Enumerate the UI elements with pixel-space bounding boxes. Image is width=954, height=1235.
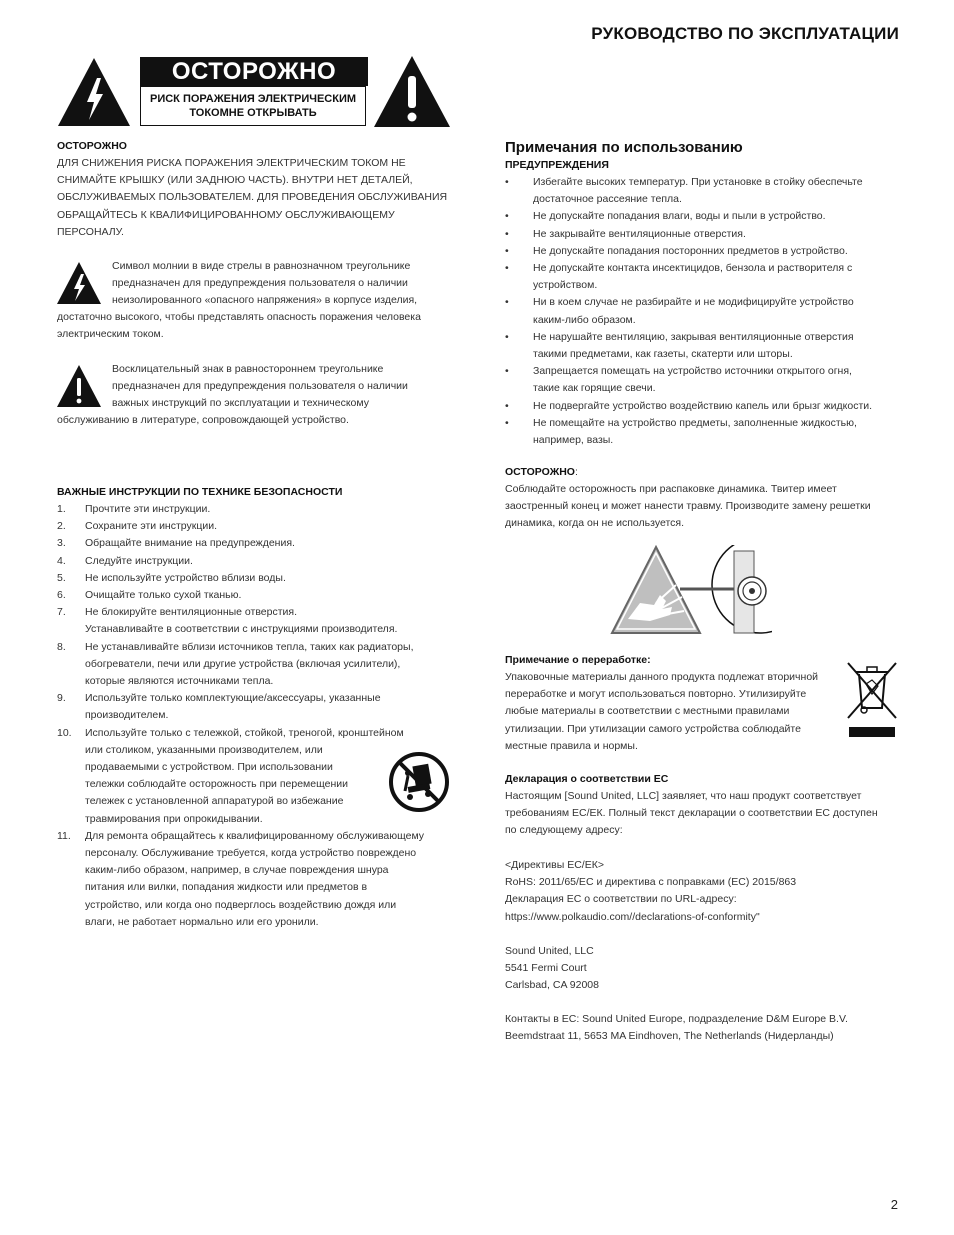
usage-notes-heading: Примечания по использованию (505, 139, 743, 156)
warning-text-line: Не допускайте контакта инсектицидов, бензола и растворителя с (533, 262, 853, 275)
item-text-line: каким-либо образом, например, в случае повреждения шнура (85, 864, 389, 877)
bullet-icon: • (505, 330, 509, 343)
safety-item (57, 535, 457, 552)
bullet-icon: • (505, 176, 509, 188)
warning-text-line: Запрещается помещать на устройство источники открытого огня, (533, 365, 852, 378)
text-line: предназначен для предупреждения пользователя о наличии (112, 277, 408, 290)
text-line: Контакты в ЕС: Sound United Europe, подразделение D&M Europe B.V. (505, 1013, 848, 1025)
safety-item (57, 828, 457, 931)
text-line: ОБРАЩАЙТЕСЬ К КВАЛИФИЦИРОВАННОМУ ОБСЛУЖИВАЮЩЕМУ (57, 208, 395, 221)
left-caution-heading: ОСТОРОЖНО (57, 140, 127, 152)
item-text-line: травмирования при опрокидывании. (85, 812, 263, 825)
warning-item (505, 174, 905, 208)
bullet-icon: • (505, 244, 509, 257)
item-text-line: Не используйте устройство вблизи воды. (85, 571, 286, 584)
warning-item (505, 226, 905, 243)
text-line: Beemdstraat 11, 5653 MA Eindhoven, The Netherlands (Нидерланды) (505, 1030, 834, 1043)
text-line: <Директивы ЕС/ЕК> (505, 859, 604, 871)
item-text-line: Не устанавливайте вблизи источников тепла, таких как радиаторы, (85, 640, 414, 653)
warning-item (505, 363, 905, 397)
caution-label-line: РИСК ПОРАЖЕНИЯ ЭЛЕКТРИЧЕСКИМ (149, 93, 357, 105)
item-text-line: обогреватели, печи или другие устройства (включая усилители), (85, 657, 401, 670)
safety-item (57, 501, 457, 518)
warning-item (505, 260, 905, 294)
item-number: 10. (57, 726, 72, 739)
caution-label-text (140, 86, 366, 126)
item-text-line: Обращайте внимание на предупреждения. (85, 537, 295, 550)
item-text-line: влаги, не работает нормально или его уронили. (85, 915, 319, 928)
text-line: любые материалы в соответствии с местными правилами (505, 705, 790, 718)
safety-item (57, 639, 457, 691)
safety-item (57, 604, 457, 638)
warning-text-line: Не нарушайте вентиляцию, закрывая вентиляционные отверстия (533, 330, 854, 343)
safety-item (57, 553, 457, 570)
bullet-icon: • (505, 399, 509, 412)
warning-text-line: Избегайте высоких температур. При установке в стойку обеспечьте (533, 176, 863, 188)
caution-label-title: ОСТОРОЖНО (140, 57, 368, 86)
text-line: требованиям ЕС/ЕК. Полный текст декларации о соответствии ЕС доступен (505, 807, 878, 820)
recycling-text (505, 669, 818, 755)
eu-contacts (505, 1011, 848, 1045)
safety-item (57, 690, 457, 724)
text-line: Настоящим [Sound United, LLC] заявляет, что наш продукт соответствует (505, 790, 862, 802)
item-number: 7. (57, 606, 66, 619)
warning-text-line: Не помещайте на устройство предметы, заполненные жидкостью, (533, 416, 857, 429)
text-line: Упаковочные материалы данного продукта подлежат вторичной (505, 671, 819, 683)
declarations-url: https://www.polkaudio.com//declarations-of-conformity" (505, 910, 760, 923)
text-line: неизолированного «опасного напряжения» в корпусе изделия, (112, 294, 418, 307)
lightning-text-full (57, 309, 421, 343)
item-text-line: Для ремонта обращайтесь к квалифицированному обслуживающему (85, 829, 425, 842)
bullet-icon: • (505, 262, 509, 275)
text-line: Sound United, LLC (505, 945, 594, 957)
item-number: 3. (57, 537, 66, 550)
item-number: 1. (57, 503, 66, 515)
item-number: 2. (57, 520, 66, 533)
text-line: Восклицательный знак в равностороннем треугольнике (112, 363, 384, 375)
cart-tipover-warning-icon (388, 751, 450, 813)
item-number: 8. (57, 640, 66, 653)
item-number: 11. (57, 829, 71, 842)
text-line: заостренный конец и может нанести травму. Производите замену решетки (505, 500, 871, 513)
warning-text-line: Не допускайте попадания влаги, воды и пыли в устройство. (533, 210, 826, 223)
text-line: Декларация ЕС о соответствии по URL-адресу: (505, 893, 737, 906)
warning-text-line: такими предметами, как газеты, скатерти или шторы. (533, 348, 793, 361)
item-text-line: Используйте только с тележкой, стойкой, треногой, кронштейном (85, 726, 404, 739)
item-text-line: Используйте только комплектующие/аксессуары, указанные (85, 692, 381, 705)
item-text-line: тележки соблюдайте осторожность при перемещении (85, 778, 348, 791)
exclamation-text-full (57, 412, 349, 429)
company-address (505, 943, 599, 995)
text-line: обслуживанию в литературе, сопровождающей устройство. (57, 414, 349, 426)
item-text-line: продаваемыми с устройством. При использовании (85, 761, 333, 774)
text-line: Carlsbad, CA 92008 (505, 979, 599, 992)
text-line: переработке и могут использоваться повторно. Утилизируйте (505, 688, 807, 701)
bullet-icon: • (505, 227, 509, 240)
item-text-line: которые являются источниками тепла. (85, 675, 274, 688)
text-line: достаточно высокого, чтобы представлять опасность поражения человека (57, 311, 421, 323)
item-text-line: или столиком, указанными производителем, или (85, 743, 323, 756)
text-line: СНИМАЙТЕ КРЫШКУ (ИЛИ ЗАДНЮЮ ЧАСТЬ). ВНУТРИ НЕТ ДЕТАЛЕЙ, (57, 174, 413, 187)
directives-text (505, 857, 796, 926)
exclamation-text-indented (112, 361, 408, 413)
lightning-text-indented (112, 258, 417, 310)
text-line: по следующему адресу: (505, 824, 623, 837)
item-text-line: Не блокируйте вентиляционные отверстия. (85, 606, 297, 619)
bullet-icon: • (505, 296, 509, 309)
caution-label-line: ТОКОМНЕ ОТКРЫВАТЬ (189, 107, 317, 119)
safety-heading: ВАЖНЫЕ ИНСТРУКЦИИ ПО ТЕХНИКЕ БЕЗОПАСНОСТИ (57, 486, 343, 498)
warning-text-line: Не допускайте попадания посторонних предметов в устройство. (533, 244, 848, 257)
text-line: ДЛЯ СНИЖЕНИЯ РИСКА ПОРАЖЕНИЯ ЭЛЕКТРИЧЕСКИМ ТОКОМ НЕ (57, 157, 406, 169)
item-text-line: Устанавливайте в соответствии с инструкциями производителя. (85, 623, 398, 636)
small-exclamation-icon (56, 364, 102, 408)
safety-item (57, 587, 457, 604)
warning-item (505, 243, 905, 260)
warning-text-line: каким-либо образом. (533, 313, 636, 326)
left-caution-text (57, 155, 457, 241)
text-line: ОБСЛУЖИВАЕМЫХ ПОЛЬЗОВАТЕЛЕМ. ДЛЯ ПРОВЕДЕНИЯ ОБСЛУЖИВАНИЯ (57, 191, 448, 204)
warning-text-line: устройством. (533, 279, 598, 292)
text-line: ПЕРСОНАЛУ. (57, 225, 124, 238)
item-text-line: персоналу. Обслуживание требуется, когда устройство повреждено (85, 847, 417, 860)
item-text-line: Очищайте только сухой тканью. (85, 589, 242, 602)
item-text-line: тележек с установленной аппаратурой во избежание (85, 795, 344, 808)
text-line: важных инструкций по эксплуатации и техническому (112, 397, 369, 410)
declaration-heading: Декларация о соответствии ЕС (505, 773, 669, 785)
warning-text-line: например, вазы. (533, 434, 614, 447)
warning-text-line: достаточное рассеяние тепла. (533, 193, 682, 206)
text-line: Соблюдайте осторожность при распаковке динамика. Твитер имеет (505, 483, 837, 495)
weee-crossed-bin-icon (846, 660, 898, 740)
document-title: РУКОВОДСТВО ПО ЭКСПЛУАТАЦИИ (591, 24, 899, 43)
small-lightning-icon (56, 261, 102, 305)
bullet-icon: • (505, 210, 509, 223)
right-caution-heading: ОСТОРОЖНО (505, 466, 575, 478)
safety-instructions-list (57, 501, 457, 931)
right-caution-colon: : (574, 466, 578, 478)
text-line: утилизации. При утилизации самого устройства соблюдайте (505, 722, 801, 735)
tweeter-hazard-illustration (610, 545, 772, 637)
bullet-icon: • (505, 365, 509, 378)
warning-text-line: Не закрывайте вентиляционные отверстия. (533, 227, 746, 240)
warning-text-line: такие как горящие свечи. (533, 382, 656, 395)
item-text-line: Сохраните эти инструкции. (85, 520, 218, 533)
item-number: 6. (57, 589, 66, 602)
text-line: Символ молнии в виде стрелы в равнозначном треугольнике (112, 260, 411, 272)
lightning-warning-icon (57, 56, 131, 128)
declaration-text (505, 788, 878, 840)
item-text-line: Прочтите эти инструкции. (85, 503, 211, 515)
text-line: местные правила и нормы. (505, 739, 638, 752)
item-number: 4. (57, 554, 66, 567)
item-text-line: питания или вилки, попадания жидкости или предметов в (85, 881, 368, 894)
text-line: предназначен для предупреждения пользователя о наличии (112, 380, 408, 393)
exclamation-warning-icon (373, 54, 451, 129)
item-number: 5. (57, 571, 66, 584)
warning-item (505, 208, 905, 225)
right-caution-heading-line (505, 464, 578, 481)
warning-item (505, 294, 905, 328)
warnings-heading: ПРЕДУПРЕЖДЕНИЯ (505, 159, 609, 171)
item-number: 9. (57, 692, 66, 705)
warning-item (505, 329, 905, 363)
warnings-list (505, 174, 905, 449)
item-text-line: устройство, или когда оно подверглось воздействию дождя или (85, 898, 397, 911)
bullet-icon: • (505, 416, 509, 429)
recycling-heading: Примечание о переработке: (505, 654, 651, 666)
text-line: электрическим током. (57, 328, 164, 341)
warning-item (505, 415, 905, 449)
warning-item (505, 398, 905, 415)
warning-text-line: Не подвергайте устройство воздействию капель или брызг жидкости. (533, 399, 873, 412)
text-line: 5541 Fermi Court (505, 962, 587, 975)
text-line: RoHS: 2011/65/EC и директива с поправками (EC) 2015/863 (505, 876, 797, 889)
warning-text-line: Ни в коем случае не разбирайте и не модифицируйте устройство (533, 296, 854, 309)
safety-item (57, 570, 457, 587)
safety-item (57, 518, 457, 535)
item-text-line: производителем. (85, 709, 169, 722)
right-caution-text (505, 481, 871, 533)
item-text-line: Следуйте инструкции. (85, 554, 193, 567)
text-line: динамика, когда он не используется. (505, 517, 684, 530)
page-number: 2 (890, 1197, 898, 1212)
